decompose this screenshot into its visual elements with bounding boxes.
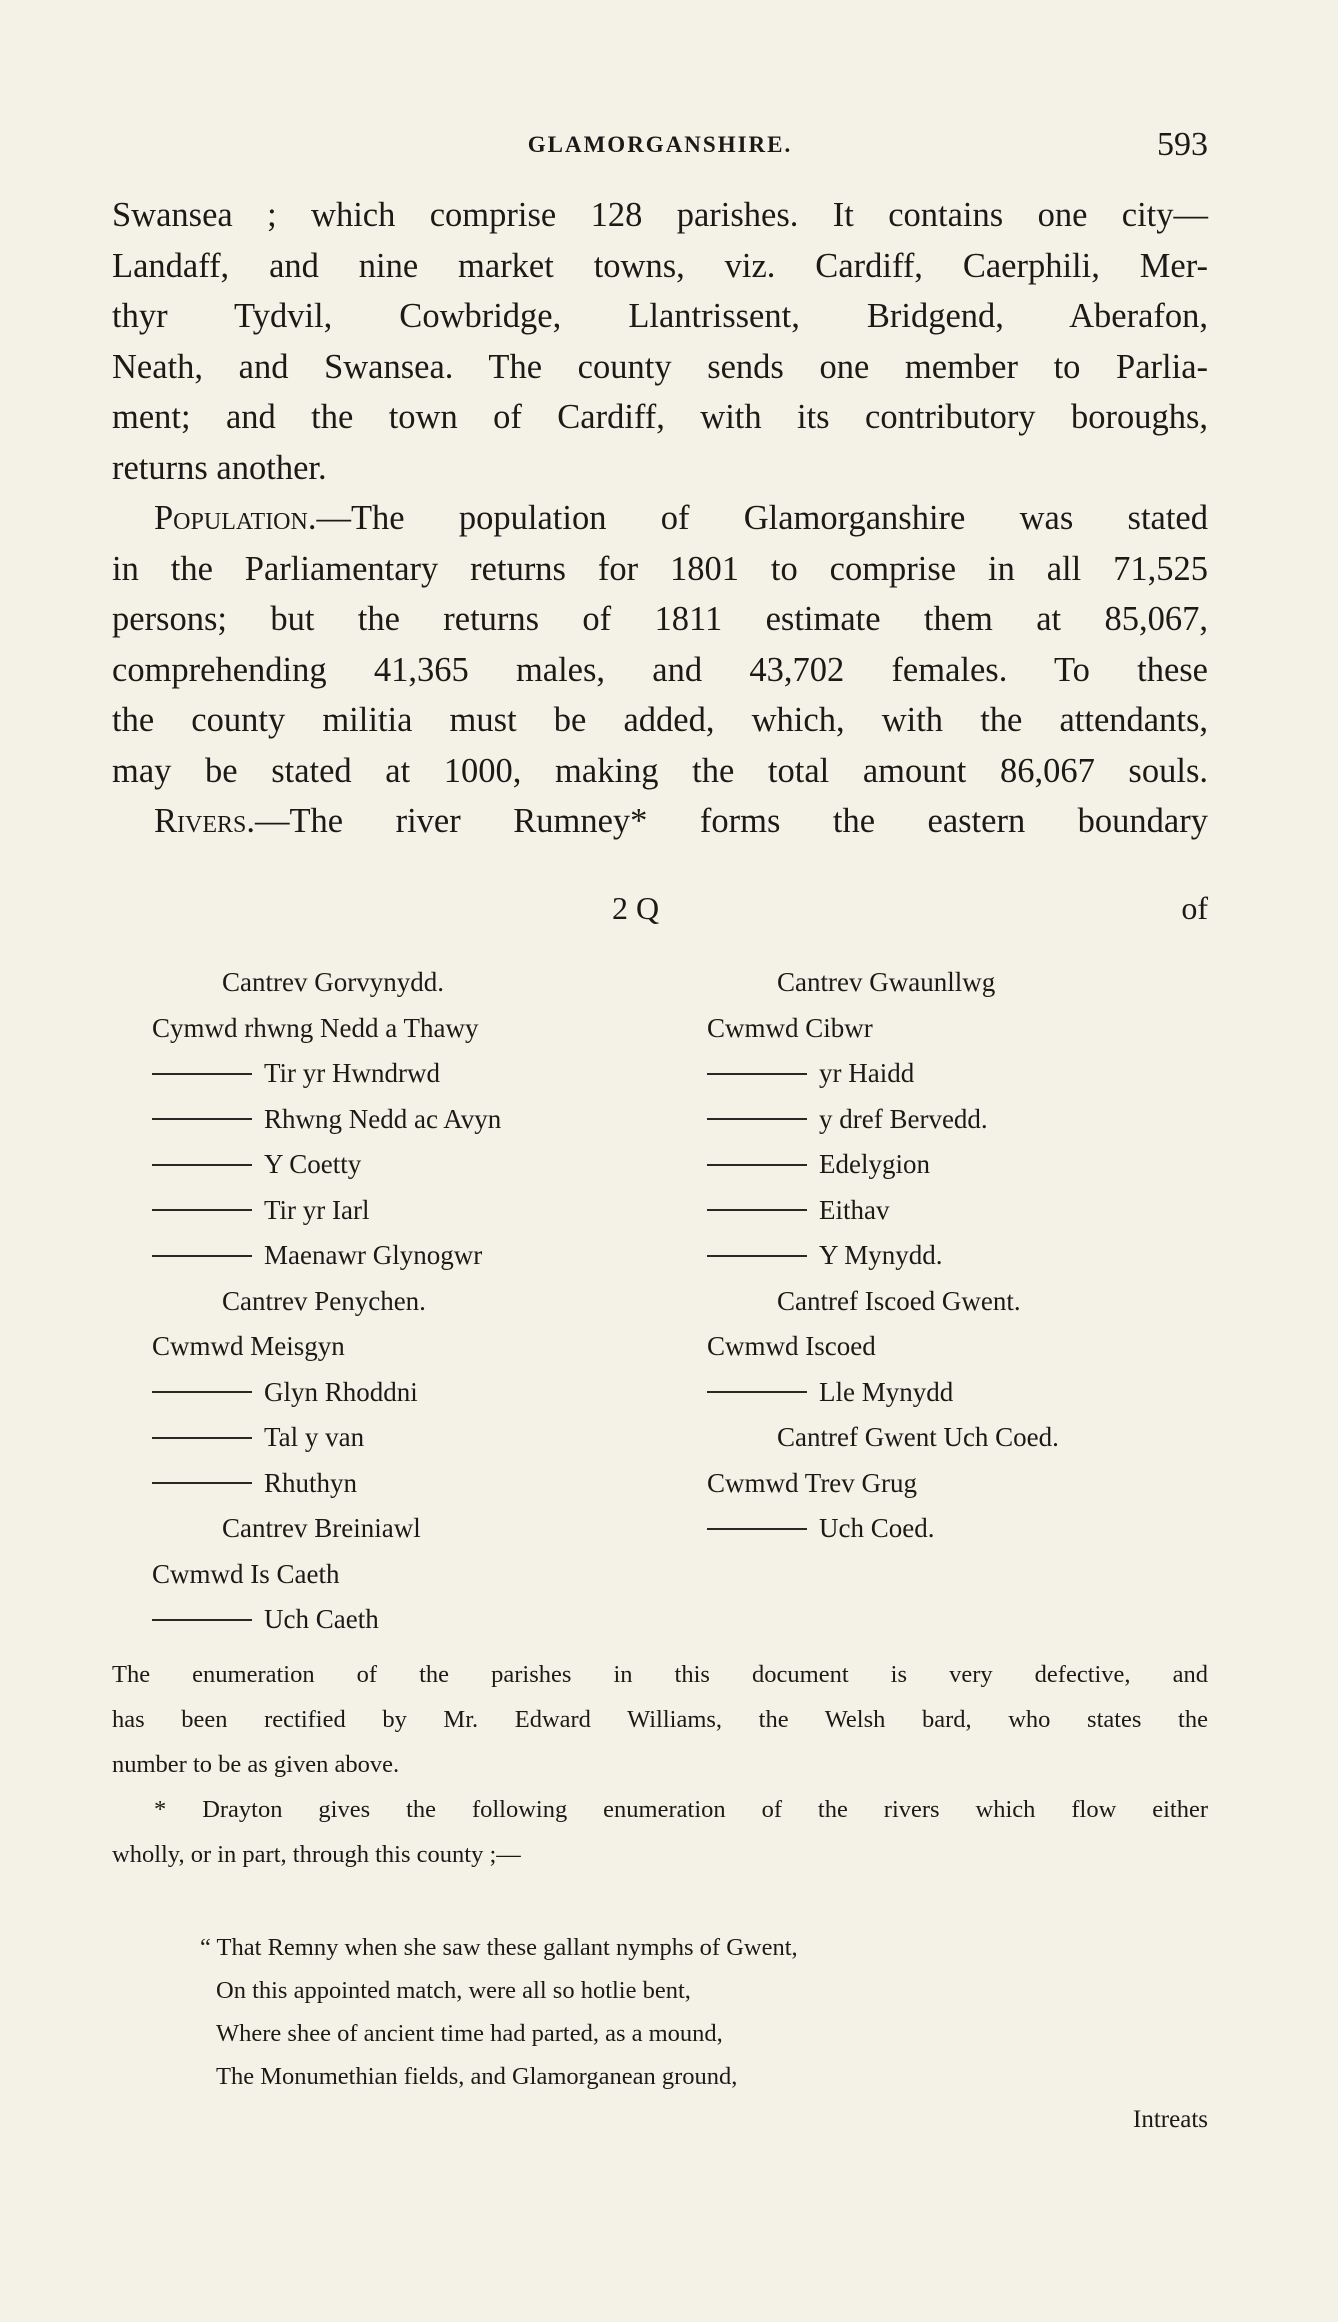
page-header (112, 126, 1208, 172)
subdivision-row (707, 1506, 1247, 1552)
cwmwd-row (707, 1324, 1247, 1370)
note-line: number to be as given above. (112, 1751, 400, 1778)
rivers-heading: Rivers. (154, 802, 255, 840)
ditto-dash (152, 1164, 252, 1166)
division-name: Cantrev Gorvynydd. (222, 967, 444, 997)
subdivision-row (152, 1142, 672, 1188)
text-line: thyr Tydvil, Cowbridge, Llantrissent, Bridgend, Aberafon, (112, 297, 1208, 335)
division-name: Rhwng Nedd ac Avyn (264, 1103, 502, 1134)
cantref-heading (707, 1415, 1247, 1461)
text-line: in the Parliamentary returns for 1801 to comprise in all 71,525 (112, 549, 1208, 588)
text-line: returns another. (112, 448, 327, 487)
ditto-dash (152, 1209, 252, 1211)
division-name: Uch Caeth (264, 1604, 379, 1634)
note-line: has been rectified by Mr. Edward Williams, the Welsh bard, who states the (112, 1706, 1208, 1733)
population-paragraph-start (112, 493, 1208, 544)
ditto-dash (152, 1391, 252, 1393)
division-name: Cantrev Breiniawl (222, 1513, 421, 1543)
verse-line: The Monumethian fields, and Glamorganean ground, (216, 2063, 738, 2090)
running-head: GLAMORGANSHIRE. (527, 132, 793, 157)
division-name: Cwmwd Is Caeth (152, 1558, 340, 1589)
ditto-dash (152, 1118, 252, 1120)
right-column (707, 960, 1247, 1552)
division-name: Cwmwd Trev Grug (707, 1467, 918, 1498)
text-line: Neath, and Swansea. The county sends one member to Parlia- (112, 347, 1208, 386)
text-line: comprehending 41,365 males, and 43,702 females. To these (112, 650, 1208, 689)
page-number: 593 (1157, 126, 1208, 163)
text-line: may be stated at 1000, making the total amount 86,067 souls. (112, 751, 1208, 790)
text-line: —The population of Glamorganshire was stated (316, 499, 1208, 537)
ditto-dash (152, 1437, 252, 1439)
ditto-dash (707, 1073, 807, 1075)
subdivision-row (707, 1051, 1247, 1097)
division-name: Tir yr Iarl (264, 1194, 370, 1225)
subdivision-row (152, 1051, 672, 1097)
cwmwd-row (152, 1552, 672, 1598)
ditto-dash (152, 1255, 252, 1257)
division-name: Y Coetty (264, 1149, 362, 1179)
division-name: Cymwd rhwng Nedd a Thawy (152, 1012, 479, 1043)
division-name: Cwmwd Iscoed (707, 1331, 876, 1361)
cantref-heading (707, 1279, 1247, 1325)
subdivision-row (152, 1097, 672, 1143)
subdivision-row (152, 1415, 672, 1461)
division-name: Maenawr Glynogwr (264, 1240, 483, 1270)
cantref-heading (707, 960, 1247, 1006)
subdivision-row (707, 1142, 1247, 1188)
signature-mark: 2 Q (612, 890, 660, 926)
subdivision-row (152, 1597, 672, 1643)
verse-line: Where shee of ancient time had parted, as a mound, (216, 2020, 723, 2047)
cantref-heading (152, 1279, 672, 1325)
cantref-heading (152, 960, 672, 1006)
footnote-line: * Drayton gives the following enumeration of the rivers which flow either (154, 1796, 1208, 1823)
verse-line: On this appointed match, were all so hotlie bent, (216, 1977, 691, 2004)
signature-row (112, 890, 1208, 930)
verse-catchword: Intreats (1133, 2106, 1208, 2133)
division-name: Uch Coed. (819, 1513, 935, 1543)
ditto-dash (707, 1209, 807, 1211)
subdivision-row (707, 1188, 1247, 1234)
cwmwd-row (707, 1461, 1247, 1507)
division-name: Tal y van (264, 1422, 365, 1452)
notes (112, 1652, 1208, 1877)
ditto-dash (707, 1255, 807, 1257)
ditto-dash (707, 1118, 807, 1120)
cwmwd-row (707, 1006, 1247, 1052)
division-name: Cantref Gwent Uch Coed. (777, 1422, 1059, 1452)
subdivision-row (707, 1233, 1247, 1279)
division-name: Tir yr Hwndrwd (264, 1058, 441, 1088)
text-line: persons; but the returns of 1811 estimate them at 85,067, (112, 600, 1208, 638)
ditto-dash (152, 1482, 252, 1484)
division-name: Cwmwd Cibwr (707, 1012, 873, 1043)
division-name: y dref Bervedd. (819, 1103, 988, 1134)
subdivision-row (152, 1370, 672, 1416)
subdivision-row (152, 1461, 672, 1507)
rivers-paragraph-start (112, 796, 1208, 847)
division-name: Eithav (819, 1194, 890, 1225)
verse-quotation (112, 1926, 1208, 2133)
division-name: Cwmwd Meisgyn (152, 1331, 345, 1361)
cwmwd-row (152, 1324, 672, 1370)
subdivision-row (152, 1233, 672, 1279)
division-name: Glyn Rhoddni (264, 1376, 418, 1407)
cwmwd-row (152, 1006, 672, 1052)
subdivision-row (707, 1097, 1247, 1143)
text-line: Landaff, and nine market towns, viz. Cardiff, Caerphili, Mer- (112, 246, 1208, 285)
division-name: Edelygion (819, 1149, 930, 1179)
division-name: Cantrev Gwaunllwg (777, 967, 996, 997)
catchword: of (1181, 890, 1208, 926)
division-name: Rhuthyn (264, 1467, 358, 1498)
text-line: the county militia must be added, which, with the attendants, (112, 701, 1208, 739)
left-column (152, 960, 672, 1643)
text-line: —The river Rumney* forms the eastern boundary (254, 802, 1208, 840)
division-name: yr Haidd (819, 1058, 915, 1088)
population-heading: Population. (154, 499, 317, 537)
verse-line: “ That Remny when she saw these gallant nymphs of Gwent, (200, 1934, 798, 1961)
main-text (112, 190, 1208, 847)
ditto-dash (707, 1391, 807, 1393)
text-line: ment; and the town of Cardiff, with its contributory boroughs, (112, 398, 1208, 436)
division-name: Lle Mynydd (819, 1376, 954, 1407)
division-name: Cantrev Penychen. (222, 1285, 426, 1316)
ditto-dash (152, 1619, 252, 1621)
ditto-dash (152, 1073, 252, 1075)
subdivision-row (152, 1188, 672, 1234)
note-line: The enumeration of the parishes in this document is very defective, and (112, 1661, 1208, 1688)
footnote-line: wholly, or in part, through this county ;— (112, 1841, 521, 1868)
division-name: Y Mynydd. (819, 1240, 943, 1270)
ditto-dash (707, 1164, 807, 1166)
division-name: Cantref Iscoed Gwent. (777, 1285, 1021, 1316)
ditto-dash (707, 1528, 807, 1530)
cantref-heading (152, 1506, 672, 1552)
subdivision-row (707, 1370, 1247, 1416)
text-line: Swansea ; which comprise 128 parishes. It contains one city— (112, 196, 1208, 234)
